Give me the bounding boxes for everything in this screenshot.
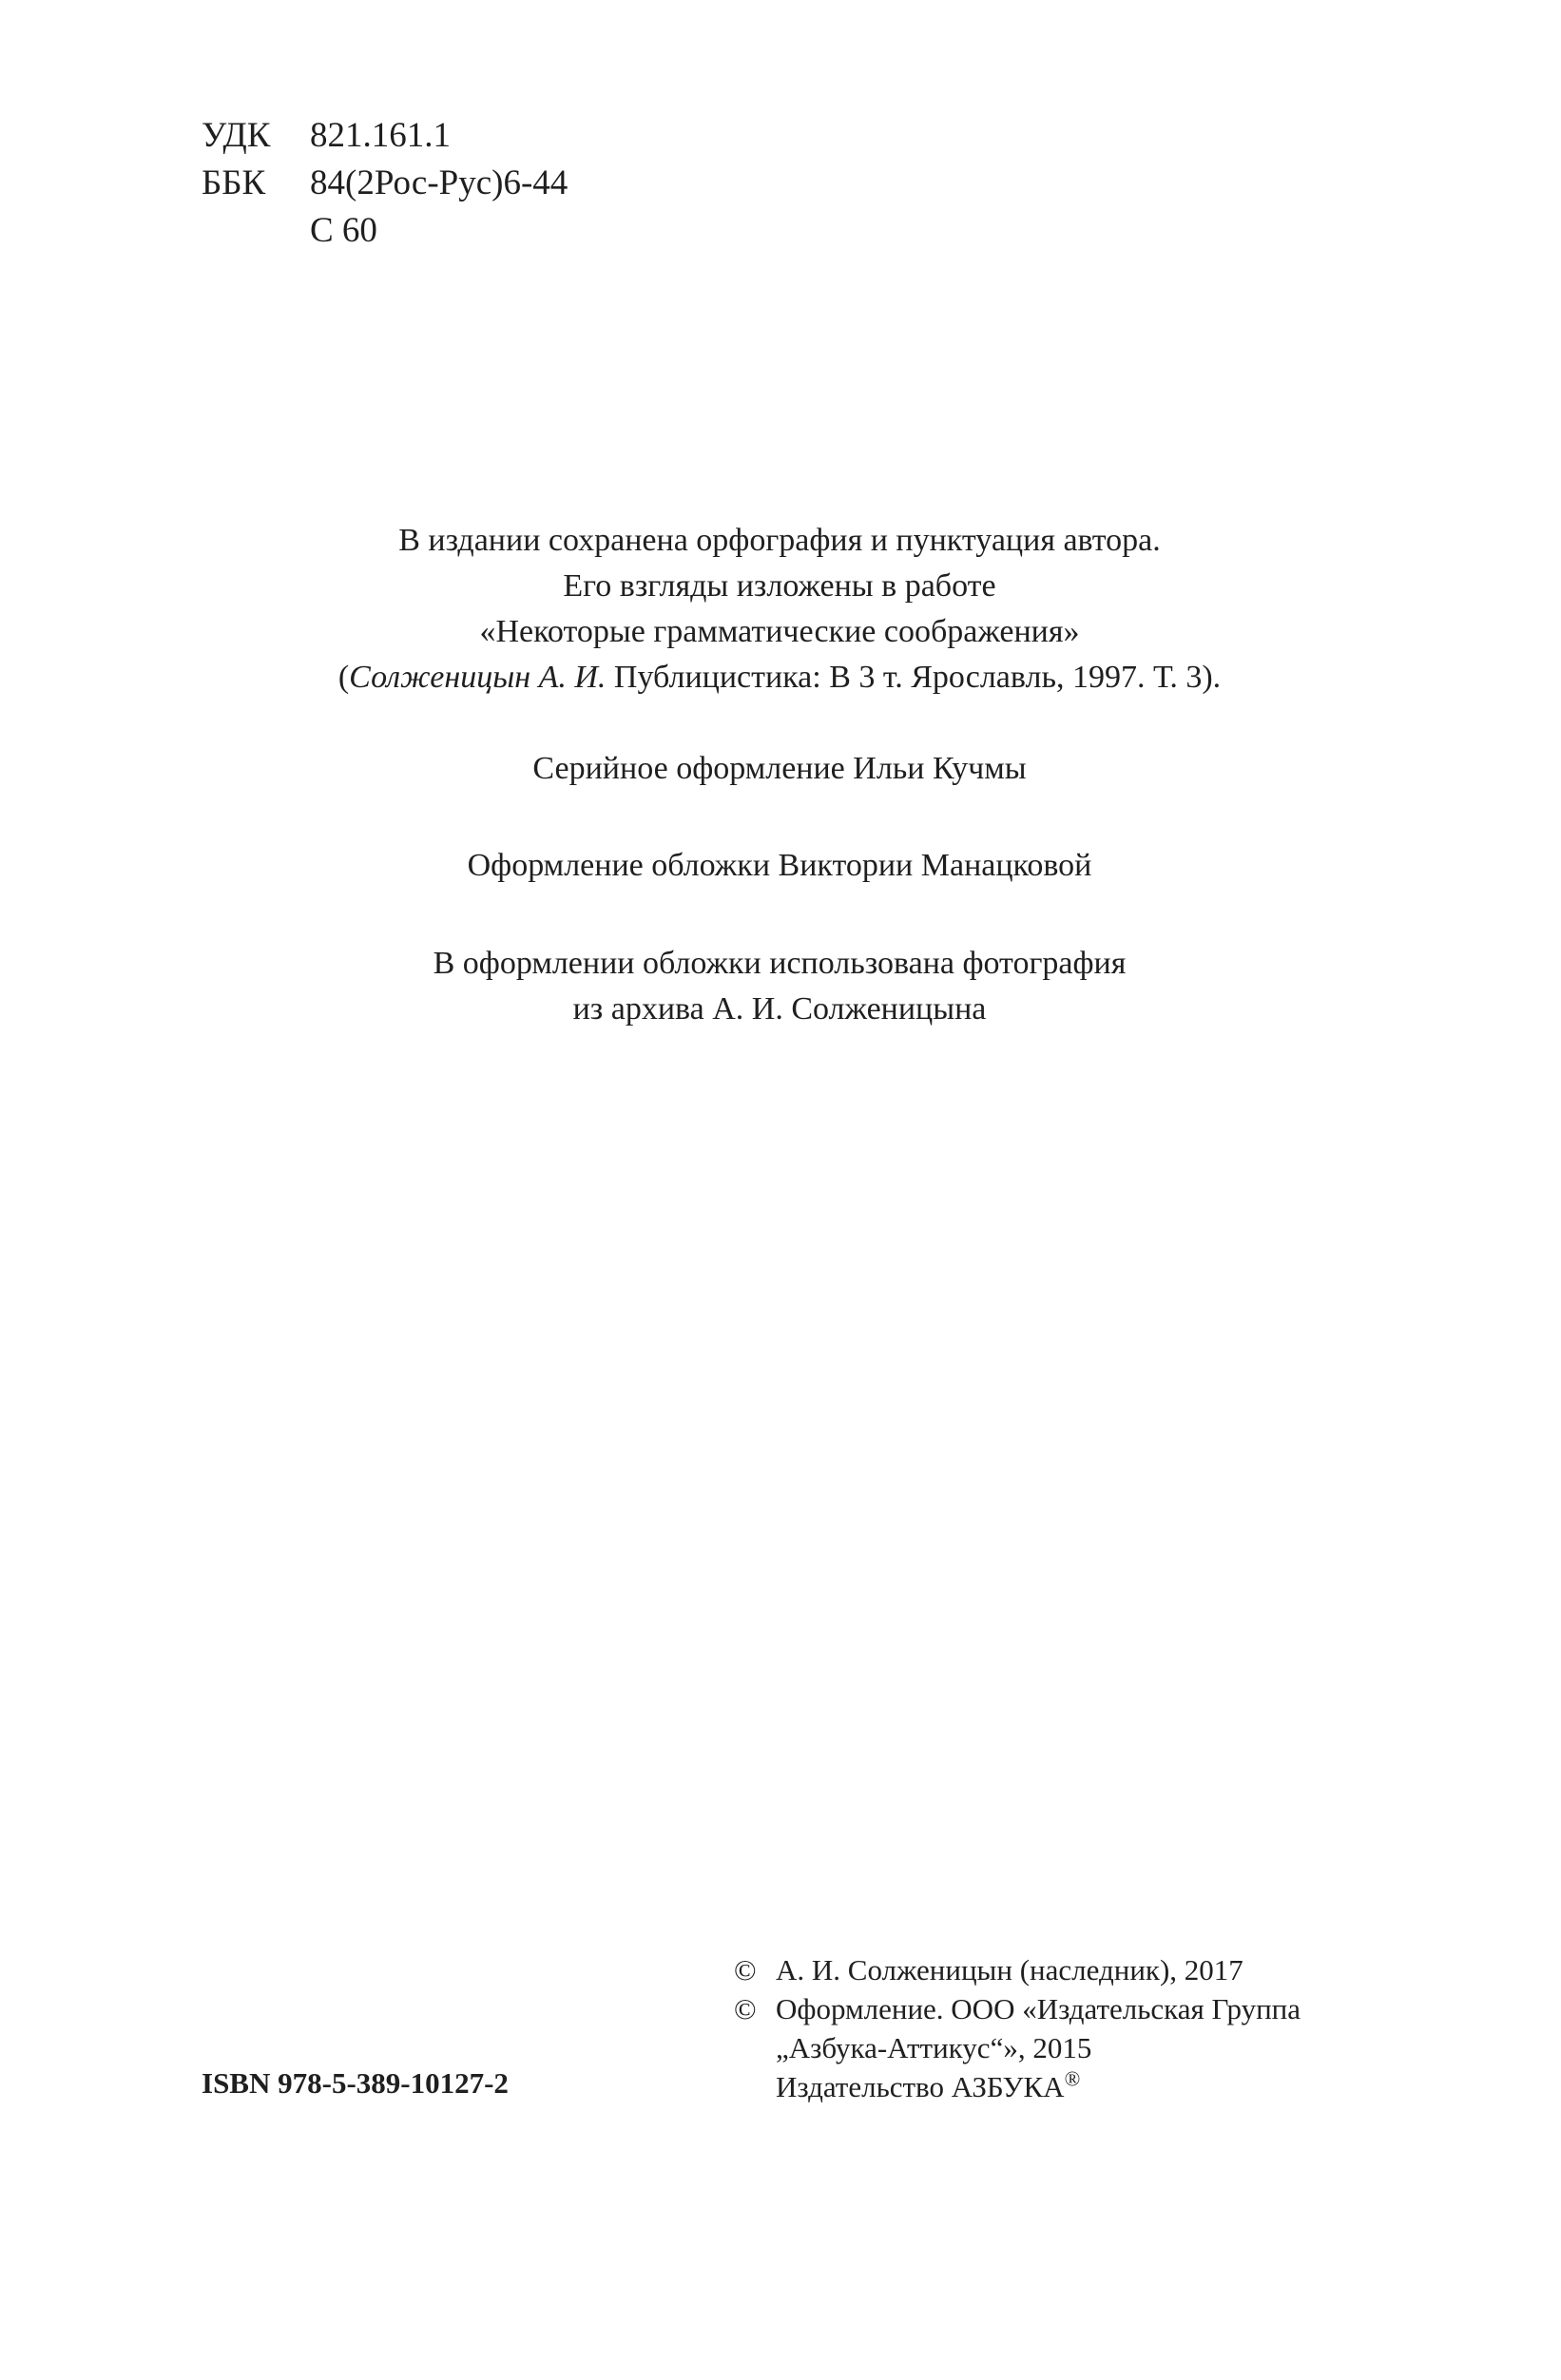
copyright-block	[734, 1950, 1301, 2106]
copyright-design: Оформление. ООО «Издательская Группа	[776, 1992, 1301, 2025]
bbk-label: ББК	[202, 163, 266, 202]
cover-photo-line-2: из архива А. И. Солженицына	[572, 991, 987, 1027]
edition-note-line-4	[209, 655, 1350, 701]
edition-note-line-1: В издании сохранена орфография и пунктуация автора.	[398, 523, 1161, 558]
publisher-line	[734, 2067, 1301, 2106]
copyright-author: А. И. Солженицын (наследник), 2017	[776, 1953, 1243, 1987]
copyright-design-cont: „Азбука-Аттикус“», 2015	[776, 2031, 1092, 2064]
copyright-icon: ©	[734, 1992, 757, 2025]
edition-note-paren: (	[337, 660, 350, 695]
edition-note-line-2: Его взгляды изложены в работе	[563, 568, 996, 604]
isbn: ISBN 978-5-389-10127-2	[202, 2066, 509, 2100]
bbk-value: 84(2Рос-Рус)6-44	[310, 163, 569, 202]
copyright-row-author	[734, 1950, 1301, 1989]
cover-photo-credit	[209, 941, 1350, 1032]
copyright-icon: ©	[734, 1953, 757, 1987]
cover-photo-line-1: В оформлении обложки использована фотография	[433, 946, 1127, 981]
publisher-name: Издательство АЗБУКА	[776, 2070, 1065, 2103]
bbk-row	[202, 160, 568, 207]
udk-value: 821.161.1	[310, 116, 451, 155]
edition-note-author: Солженицын А. И.	[349, 660, 607, 695]
udk-row	[202, 112, 568, 160]
registered-trademark-icon: ®	[1064, 2066, 1081, 2091]
copyright-row-design	[734, 1989, 1301, 2028]
edition-note-line-3: «Некоторые грамматические соображения»	[479, 614, 1080, 649]
classification-block	[202, 112, 568, 255]
edition-note-source: Публицистика: В 3 т. Ярославль, 1997. Т. 3).	[606, 660, 1222, 695]
cover-design-credit: Оформление обложки Виктории Манацковой	[467, 848, 1092, 883]
series-design-credit: Серийное оформление Ильи Кучмы	[532, 751, 1027, 786]
edition-note	[209, 518, 1350, 701]
author-mark: С 60	[310, 211, 377, 250]
udk-label: УДК	[202, 116, 271, 155]
